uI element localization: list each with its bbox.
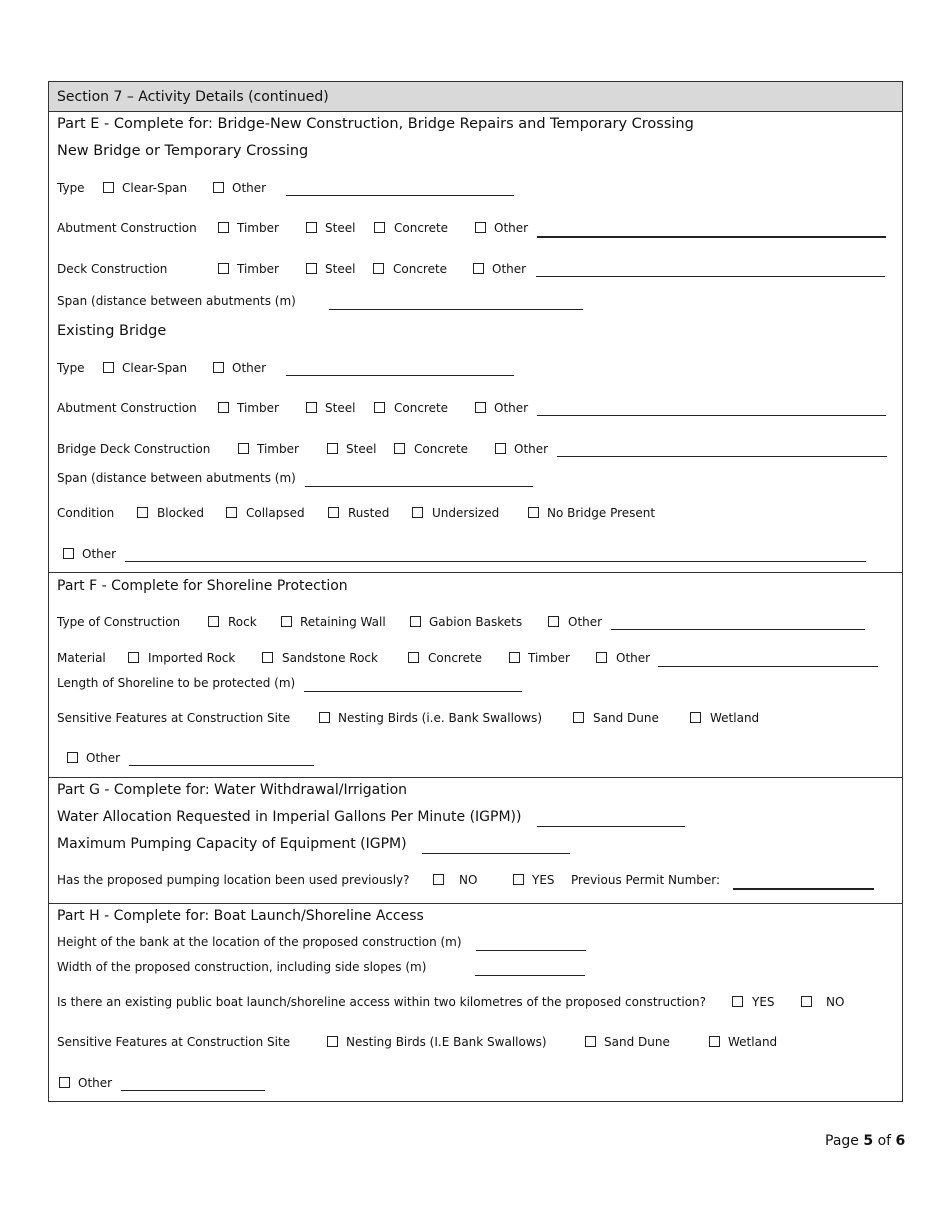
material-imported-rock-checkbox[interactable] [128,652,139,663]
existing-type-other-label: Other [232,361,267,375]
existing-deck-concrete-label: Concrete [414,442,469,456]
material-concrete-label: Concrete [428,651,483,665]
material-other-checkbox[interactable] [596,652,607,663]
shoreline-rock-checkbox[interactable] [208,616,219,627]
new-abutment-label: Abutment Construction [57,221,197,235]
h-other-field[interactable] [121,1090,265,1091]
new-span-field[interactable] [329,309,583,310]
page-number [825,1133,905,1149]
existing-deck-timber-checkbox[interactable] [238,443,249,454]
new-abutment-other-label: Other [494,221,529,235]
existing-span-label: Span (distance between abutments (m) [57,471,296,485]
new-abutment-timber-label: Timber [237,221,279,235]
h-other-checkbox[interactable] [59,1077,70,1088]
existing-deck-timber-label: Timber [257,442,299,456]
existing-deck-steel-checkbox[interactable] [327,443,338,454]
material-imported-rock-label: Imported Rock [148,651,236,665]
h-wetland-checkbox[interactable] [709,1036,720,1047]
part-f-heading: Part F - Complete for Shoreline Protection [57,578,348,594]
used-previously-yes-checkbox[interactable] [513,874,524,885]
new-deck-steel-label: Steel [325,262,356,276]
condition-undersized-label: Undersized [432,506,500,520]
new-type-clear-span-label: Clear-Span [122,181,188,195]
previous-permit-label: Previous Permit Number: [571,873,721,887]
f-sand-dune-label: Sand Dune [593,711,659,725]
new-deck-timber-checkbox[interactable] [218,263,229,274]
existing-bridge-heading: Existing Bridge [57,323,167,339]
used-previously-yes-label: YES [532,873,555,887]
material-timber-checkbox[interactable] [509,652,520,663]
part-g-divider [49,777,902,778]
condition-no-bridge-checkbox[interactable] [528,507,539,518]
shoreline-type-other-field[interactable] [611,629,865,630]
page-current: 5 [863,1133,874,1149]
bank-height-label: Height of the bank at the location of the proposed construction (m) [57,935,462,949]
condition-collapsed-checkbox[interactable] [226,507,237,518]
max-pumping-label: Maximum Pumping Capacity of Equipment (IGPM) [57,836,407,852]
f-other-field[interactable] [129,765,314,766]
new-type-clear-span-checkbox[interactable] [103,182,114,193]
construction-width-label: Width of the proposed construction, including side slopes (m) [57,960,427,974]
new-abutment-other-checkbox[interactable] [475,222,486,233]
new-deck-other-label: Other [492,262,527,276]
existing-abutment-steel-checkbox[interactable] [306,402,317,413]
material-concrete-checkbox[interactable] [408,652,419,663]
existing-abutment-timber-label: Timber [237,401,279,415]
condition-blocked-label: Blocked [157,506,205,520]
new-type-other-field[interactable] [286,195,514,196]
new-deck-other-field[interactable] [536,276,885,277]
existing-deck-other-label: Other [514,442,549,456]
condition-collapsed-label: Collapsed [246,506,305,520]
new-deck-label: Deck Construction [57,262,168,276]
existing-abutment-other-field[interactable] [537,415,886,416]
shoreline-gabion-checkbox[interactable] [410,616,421,627]
f-sensitive-label: Sensitive Features at Construction Site [57,711,291,725]
max-pumping-field[interactable] [422,853,570,854]
material-sandstone-checkbox[interactable] [262,652,273,663]
new-deck-concrete-checkbox[interactable] [373,263,384,274]
f-nesting-birds-checkbox[interactable] [319,712,330,723]
f-other-checkbox[interactable] [67,752,78,763]
existing-type-clear-span-label: Clear-Span [122,361,188,375]
h-sand-dune-checkbox[interactable] [585,1036,596,1047]
new-deck-concrete-label: Concrete [393,262,448,276]
h-nesting-birds-label: Nesting Birds (I.E Bank Swallows) [346,1035,547,1049]
used-previously-label: Has the proposed pumping location been used previously? [57,873,410,887]
condition-other-label: Other [82,547,117,561]
shoreline-retaining-wall-checkbox[interactable] [281,616,292,627]
section-header [49,82,902,112]
part-f-divider [49,572,902,573]
existing-deck-other-checkbox[interactable] [495,443,506,454]
shoreline-length-field[interactable] [304,691,522,692]
f-nesting-birds-label: Nesting Birds (i.e. Bank Swallows) [338,711,542,725]
form-frame [48,81,903,1102]
condition-no-bridge-label: No Bridge Present [547,506,656,520]
existing-launch-no-label: NO [826,995,845,1009]
existing-deck-concrete-checkbox[interactable] [394,443,405,454]
new-bridge-heading: New Bridge or Temporary Crossing [57,143,309,159]
condition-rusted-checkbox[interactable] [328,507,339,518]
allocation-label: Water Allocation Requested in Imperial Gallons Per Minute (IGPM)) [57,809,522,825]
used-previously-no-label: NO [459,873,478,887]
material-other-field[interactable] [658,666,878,667]
f-wetland-label: Wetland [710,711,760,725]
existing-launch-yes-label: YES [752,995,775,1009]
existing-launch-no-checkbox[interactable] [801,996,812,1007]
material-timber-label: Timber [528,651,570,665]
material-label: Material [57,651,106,665]
new-abutment-concrete-label: Concrete [394,221,449,235]
bank-height-field[interactable] [476,950,586,951]
existing-abutment-label: Abutment Construction [57,401,197,415]
new-abutment-timber-checkbox[interactable] [218,222,229,233]
new-abutment-concrete-checkbox[interactable] [374,222,385,233]
material-other-label: Other [616,651,651,665]
existing-deck-steel-label: Steel [346,442,377,456]
page-of: of [877,1133,892,1149]
existing-type-other-checkbox[interactable] [213,362,224,373]
new-type-label: Type [57,181,85,195]
material-sandstone-label: Sandstone Rock [282,651,378,665]
condition-undersized-checkbox[interactable] [412,507,423,518]
condition-rusted-label: Rusted [348,506,390,520]
shoreline-rock-label: Rock [228,615,257,629]
allocation-field[interactable] [537,826,685,827]
h-wetland-label: Wetland [728,1035,778,1049]
f-other-label: Other [86,751,121,765]
used-previously-no-checkbox[interactable] [433,874,444,885]
new-abutment-steel-label: Steel [325,221,356,235]
section-title: Section 7 – Activity Details (continued) [57,89,329,105]
h-other-label: Other [78,1076,113,1090]
new-abutment-steel-checkbox[interactable] [306,222,317,233]
page-total: 6 [895,1133,906,1149]
shoreline-retaining-wall-label: Retaining Wall [300,615,386,629]
shoreline-type-other-label: Other [568,615,603,629]
new-deck-timber-label: Timber [237,262,279,276]
f-sand-dune-checkbox[interactable] [573,712,584,723]
existing-type-clear-span-checkbox[interactable] [103,362,114,373]
page-prefix: Page [825,1133,859,1149]
condition-other-checkbox[interactable] [63,548,74,559]
new-deck-steel-checkbox[interactable] [306,263,317,274]
construction-width-field[interactable] [475,975,585,976]
h-sand-dune-label: Sand Dune [604,1035,670,1049]
existing-launch-yes-checkbox[interactable] [732,996,743,1007]
shoreline-gabion-label: Gabion Baskets [429,615,523,629]
existing-abutment-concrete-label: Concrete [394,401,449,415]
existing-type-label: Type [57,361,85,375]
shoreline-length-label: Length of Shoreline to be protected (m) [57,676,296,690]
new-abutment-other-field[interactable] [537,236,886,238]
new-type-other-checkbox[interactable] [213,182,224,193]
existing-span-field[interactable] [305,486,533,487]
existing-abutment-other-label: Other [494,401,529,415]
new-span-label: Span (distance between abutments (m) [57,294,296,308]
condition-label: Condition [57,506,115,520]
shoreline-type-other-checkbox[interactable] [548,616,559,627]
part-e-heading: Part E - Complete for: Bridge-New Construction, Bridge Repairs and Temporary Crossing [57,116,694,132]
part-h-heading: Part H - Complete for: Boat Launch/Shoreline Access [57,908,424,924]
existing-type-other-field[interactable] [286,375,514,376]
part-h-divider [49,903,902,904]
h-nesting-birds-checkbox[interactable] [327,1036,338,1047]
existing-abutment-other-checkbox[interactable] [475,402,486,413]
previous-permit-field[interactable] [733,888,874,890]
existing-deck-other-field[interactable] [557,456,887,457]
condition-blocked-checkbox[interactable] [137,507,148,518]
part-g-heading: Part G - Complete for: Water Withdrawal/Irrigation [57,782,408,798]
existing-abutment-timber-checkbox[interactable] [218,402,229,413]
f-wetland-checkbox[interactable] [690,712,701,723]
existing-deck-label: Bridge Deck Construction [57,442,211,456]
existing-abutment-steel-label: Steel [325,401,356,415]
existing-launch-label: Is there an existing public boat launch/shoreline access within two kilometres of the proposed construction? [57,995,707,1009]
new-type-other-label: Other [232,181,267,195]
new-deck-other-checkbox[interactable] [473,263,484,274]
h-sensitive-label: Sensitive Features at Construction Site [57,1035,291,1049]
shoreline-type-label: Type of Construction [57,615,181,629]
condition-other-field[interactable] [125,561,866,562]
existing-abutment-concrete-checkbox[interactable] [374,402,385,413]
